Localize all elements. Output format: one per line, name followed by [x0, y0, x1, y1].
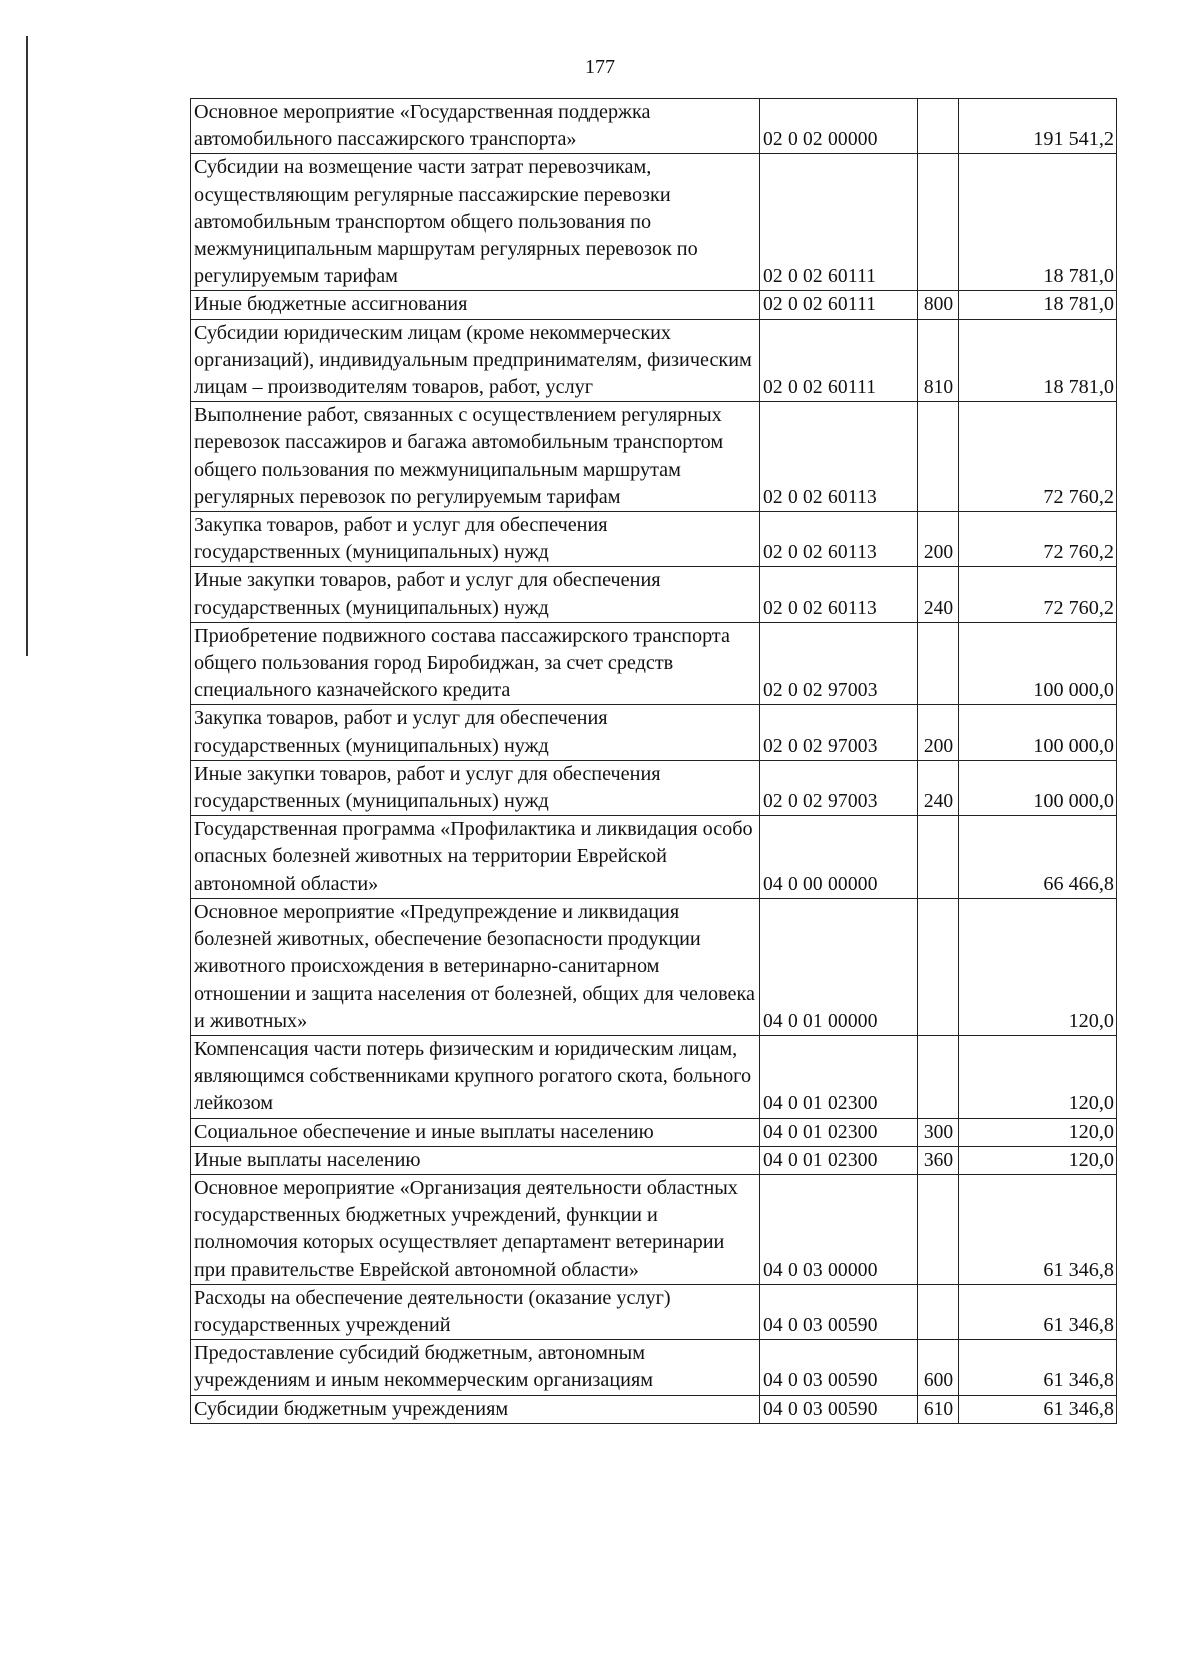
row-name-cell: Государственная программа «Профилактика и ликвидация особо опасных болезней животных на территории Еврейской автономной области»: [191, 816, 760, 899]
page-number: 177: [585, 56, 615, 78]
row-amount-cell: 66 466,8: [958, 816, 1116, 899]
row-amount-cell: 61 346,8: [958, 1395, 1116, 1423]
row-amount-cell: 72 760,2: [958, 512, 1116, 567]
row-amount-cell: 72 760,2: [958, 567, 1116, 622]
table-row: [191, 1284, 1117, 1339]
table-row: [191, 567, 1117, 622]
row-amount-cell: 100 000,0: [958, 622, 1116, 705]
row-code-cell: 02 0 02 60111: [759, 154, 917, 291]
row-name-cell: Субсидии на возмещение части затрат перевозчикам, осуществляющим регулярные пассажирские перевозки автомобильным транспортом общего пользования по межмуниципальным маршрутам регулярных перевозок по регулируемым тарифам: [191, 154, 760, 291]
row-name-cell: Компенсация части потерь физическим и юридическим лицам, являющимся собственниками крупного рогатого скота, больного лейкозом: [191, 1035, 760, 1118]
row-code-cell: 02 0 02 60113: [759, 402, 917, 512]
row-vr-cell: 200: [918, 512, 959, 567]
row-name-cell: Приобретение подвижного состава пассажирского транспорта общего пользования город Биробиджан, за счет средств специального казначейского кредита: [191, 622, 760, 705]
table-row: [191, 154, 1117, 291]
row-code-cell: 02 0 02 60111: [759, 291, 917, 319]
row-code-cell: 02 0 02 60111: [759, 319, 917, 402]
row-name-cell: Иные закупки товаров, работ и услуг для обеспечения государственных (муниципальных) нужд: [191, 567, 760, 622]
row-code-cell: 04 0 01 02300: [759, 1146, 917, 1174]
row-name-cell: Закупка товаров, работ и услуг для обеспечения государственных (муниципальных) нужд: [191, 512, 760, 567]
row-vr-cell: 360: [918, 1146, 959, 1174]
row-amount-cell: 120,0: [958, 1035, 1116, 1118]
row-code-cell: 04 0 00 00000: [759, 816, 917, 899]
row-name-cell: Расходы на обеспечение деятельности (оказание услуг) государственных учреждений: [191, 1284, 760, 1339]
row-code-cell: 02 0 02 97003: [759, 705, 917, 760]
row-vr-cell: 810: [918, 319, 959, 402]
table-row: [191, 1395, 1117, 1423]
row-vr-cell: [918, 898, 959, 1035]
row-code-cell: 02 0 02 97003: [759, 760, 917, 815]
row-amount-cell: 100 000,0: [958, 760, 1116, 815]
page-edge-line: [26, 36, 28, 656]
row-name-cell: Основное мероприятие «Государственная поддержка автомобильного пассажирского транспорта»: [191, 99, 760, 154]
row-code-cell: 02 0 02 00000: [759, 99, 917, 154]
row-code-cell: 02 0 02 60113: [759, 512, 917, 567]
row-vr-cell: 200: [918, 705, 959, 760]
row-amount-cell: 61 346,8: [958, 1284, 1116, 1339]
row-amount-cell: 72 760,2: [958, 402, 1116, 512]
table-row: [191, 512, 1117, 567]
row-name-cell: Выполнение работ, связанных с осуществлением регулярных перевозок пассажиров и багажа автомобильным транспортом общего пользования по межмуниципальным маршрутам регулярных перевозок по регулируемым тарифам: [191, 402, 760, 512]
row-name-cell: Субсидии бюджетным учреждениям: [191, 1395, 760, 1423]
row-name-cell: Социальное обеспечение и иные выплаты населению: [191, 1118, 760, 1146]
row-amount-cell: 18 781,0: [958, 154, 1116, 291]
row-code-cell: 04 0 01 02300: [759, 1035, 917, 1118]
table-row: [191, 402, 1117, 512]
row-vr-cell: [918, 622, 959, 705]
table-row: [191, 760, 1117, 815]
row-name-cell: Закупка товаров, работ и услуг для обеспечения государственных (муниципальных) нужд: [191, 705, 760, 760]
table-row: [191, 99, 1117, 154]
budget-table-body: [191, 99, 1117, 1424]
budget-table: [190, 98, 1117, 1424]
row-name-cell: Иные бюджетные ассигнования: [191, 291, 760, 319]
row-amount-cell: 61 346,8: [958, 1174, 1116, 1284]
row-vr-cell: [918, 816, 959, 899]
row-vr-cell: [918, 154, 959, 291]
table-row: [191, 1118, 1117, 1146]
row-vr-cell: 240: [918, 760, 959, 815]
row-vr-cell: 800: [918, 291, 959, 319]
row-amount-cell: 120,0: [958, 1118, 1116, 1146]
row-name-cell: Основное мероприятие «Организация деятельности областных государственных бюджетных учреждений, функции и полномочия которых осуществляет департамент ветеринарии при правительстве Еврейской автономной области»: [191, 1174, 760, 1284]
table-row: [191, 1340, 1117, 1395]
row-code-cell: 04 0 01 02300: [759, 1118, 917, 1146]
row-code-cell: 04 0 03 00590: [759, 1284, 917, 1339]
row-code-cell: 02 0 02 97003: [759, 622, 917, 705]
row-name-cell: Предоставление субсидий бюджетным, автономным учреждениям и иным некоммерческим организациям: [191, 1340, 760, 1395]
row-amount-cell: 18 781,0: [958, 319, 1116, 402]
row-amount-cell: 191 541,2: [958, 99, 1116, 154]
table-row: [191, 1174, 1117, 1284]
table-row: [191, 705, 1117, 760]
row-code-cell: 04 0 01 00000: [759, 898, 917, 1035]
table-row: [191, 1146, 1117, 1174]
table-row: [191, 622, 1117, 705]
row-vr-cell: 300: [918, 1118, 959, 1146]
table-row: [191, 816, 1117, 899]
row-vr-cell: [918, 1035, 959, 1118]
table-row: [191, 291, 1117, 319]
row-vr-cell: [918, 1174, 959, 1284]
row-code-cell: 04 0 03 00000: [759, 1174, 917, 1284]
row-amount-cell: 100 000,0: [958, 705, 1116, 760]
row-name-cell: Основное мероприятие «Предупреждение и ликвидация болезней животных, обеспечение безопасности продукции животного происхождения в ветеринарно-санитарном отношении и защита населения от болезней, общих для человека и животных»: [191, 898, 760, 1035]
row-vr-cell: [918, 402, 959, 512]
row-amount-cell: 120,0: [958, 1146, 1116, 1174]
row-name-cell: Субсидии юридическим лицам (кроме некоммерческих организаций), индивидуальным предпринимателям, физическим лицам – производителям товаров, работ, услуг: [191, 319, 760, 402]
row-code-cell: 04 0 03 00590: [759, 1395, 917, 1423]
row-amount-cell: 61 346,8: [958, 1340, 1116, 1395]
table-row: [191, 898, 1117, 1035]
table-row: [191, 1035, 1117, 1118]
row-amount-cell: 120,0: [958, 898, 1116, 1035]
row-vr-cell: 600: [918, 1340, 959, 1395]
table-row: [191, 319, 1117, 402]
row-amount-cell: 18 781,0: [958, 291, 1116, 319]
row-name-cell: Иные закупки товаров, работ и услуг для обеспечения государственных (муниципальных) нужд: [191, 760, 760, 815]
row-code-cell: 02 0 02 60113: [759, 567, 917, 622]
row-name-cell: Иные выплаты населению: [191, 1146, 760, 1174]
row-vr-cell: [918, 1284, 959, 1339]
row-vr-cell: [918, 99, 959, 154]
row-vr-cell: 240: [918, 567, 959, 622]
row-vr-cell: 610: [918, 1395, 959, 1423]
row-code-cell: 04 0 03 00590: [759, 1340, 917, 1395]
